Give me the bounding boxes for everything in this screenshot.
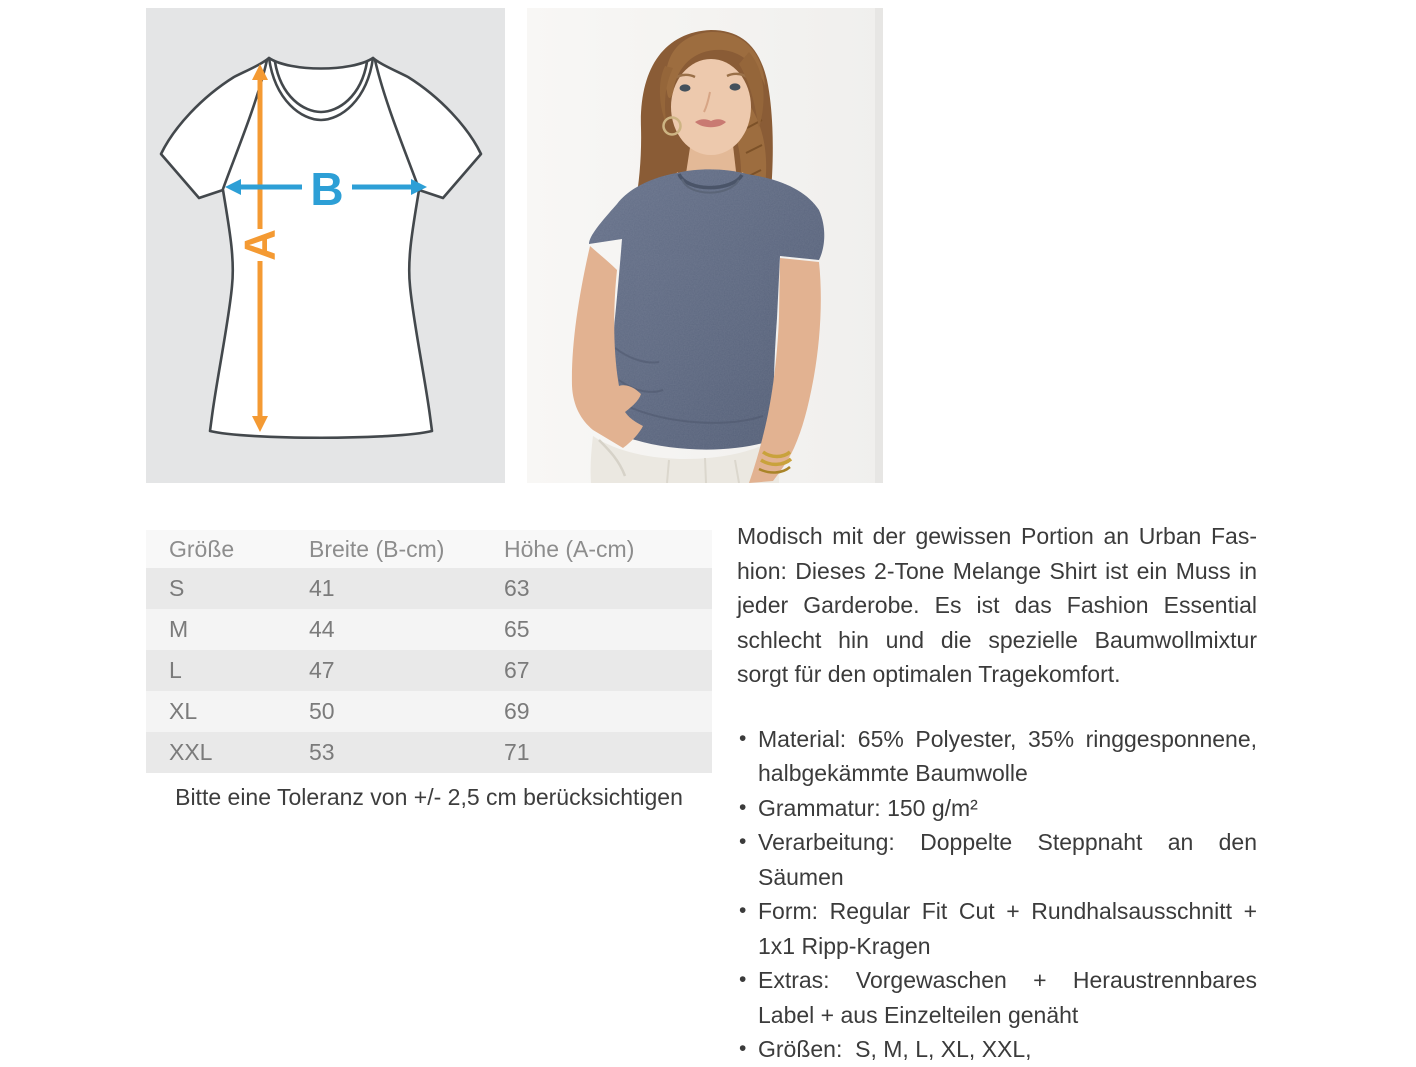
column-header-groesse: Größe	[146, 530, 309, 568]
bullet-marker: •	[739, 1037, 747, 1060]
measurement-label-b: B	[310, 163, 344, 215]
hoehe-cell: 71	[504, 732, 712, 773]
hoehe-cell: 67	[504, 650, 712, 691]
product-photo	[527, 8, 883, 483]
product-description	[737, 519, 1257, 1067]
size-table-section	[146, 530, 712, 773]
bullet-marker: •	[739, 795, 747, 819]
bullet-text: Extras: Vorgewaschen + Heraustrennbares Label + aus Einzelteilen genäht	[758, 967, 1257, 1028]
hoehe-cell: 65	[504, 609, 712, 650]
description-intro: Modisch mit der gewissen Portion an Urban Fashion: Dieses 2-Tone Melange Shirt ist ein Muss in jeder Garderobe. Es ist das Fashion Essential schlecht hin und die spezielle Baumwollmixtur sorgt für den optimalen Tragekomfort.	[737, 523, 1257, 687]
size-row-s	[146, 568, 712, 609]
column-header-hoehe: Höhe (A-cm)	[504, 530, 712, 568]
size-cell: XL	[146, 691, 309, 732]
bullet-item-groessen	[737, 1032, 1257, 1067]
size-row-m	[146, 609, 712, 650]
size-cell: XXL	[146, 732, 309, 773]
column-header-breite: Breite (B-cm)	[309, 530, 504, 568]
bullet-marker: •	[739, 830, 747, 853]
size-cell: L	[146, 650, 309, 691]
bullet-marker: •	[739, 726, 747, 750]
size-table-header-row	[146, 530, 712, 568]
tolerance-note: Bitte eine Toleranz von +/- 2,5 cm berücksichtigen	[175, 784, 683, 810]
tshirt-measurement-diagram	[146, 8, 505, 483]
photo-edge-shade	[875, 8, 883, 483]
bullet-marker: •	[739, 968, 747, 991]
spec-list	[737, 722, 1257, 1067]
breite-cell: 50	[309, 691, 504, 732]
breite-cell: 47	[309, 650, 504, 691]
size-cell: M	[146, 609, 309, 650]
bullet-text: Material: 65% Polyester, 35% ringgesponnene, halbgekämmte Baumwolle	[758, 725, 1257, 786]
hoehe-cell: 63	[504, 568, 712, 609]
size-row-l	[146, 650, 712, 691]
model-photo-illustration	[527, 8, 883, 483]
model-left-eye	[680, 84, 691, 91]
bullet-item-extras	[737, 963, 1257, 1032]
measurement-label-a: A	[235, 229, 285, 261]
bullet-item-verarbeitung	[737, 825, 1257, 894]
bullet-text: Größen: S, M, L, XL, XXL,	[758, 1036, 1032, 1062]
breite-cell: 44	[309, 609, 504, 650]
bullet-item-material	[737, 722, 1257, 791]
size-cell: S	[146, 568, 309, 609]
size-diagram-panel	[146, 8, 505, 483]
tshirt-outline	[161, 58, 481, 438]
bullet-text: Grammatur: 150 g/m²	[758, 794, 978, 821]
model-right-eye	[730, 83, 741, 90]
size-row-xl	[146, 691, 712, 732]
bullet-item-form	[737, 894, 1257, 963]
hoehe-cell: 69	[504, 691, 712, 732]
breite-cell: 53	[309, 732, 504, 773]
size-table	[146, 530, 712, 773]
bullet-text: Verarbeitung: Doppelte Steppnaht an den Säumen	[758, 829, 1257, 890]
breite-cell: 41	[309, 568, 504, 609]
bullet-marker: •	[739, 899, 747, 922]
bullet-text: Form: Regular Fit Cut + Rundhalsausschnitt + 1x1 Ripp-Kragen	[758, 898, 1257, 959]
bullet-item-grammatur	[737, 791, 1257, 826]
size-row-xxl	[146, 732, 712, 773]
